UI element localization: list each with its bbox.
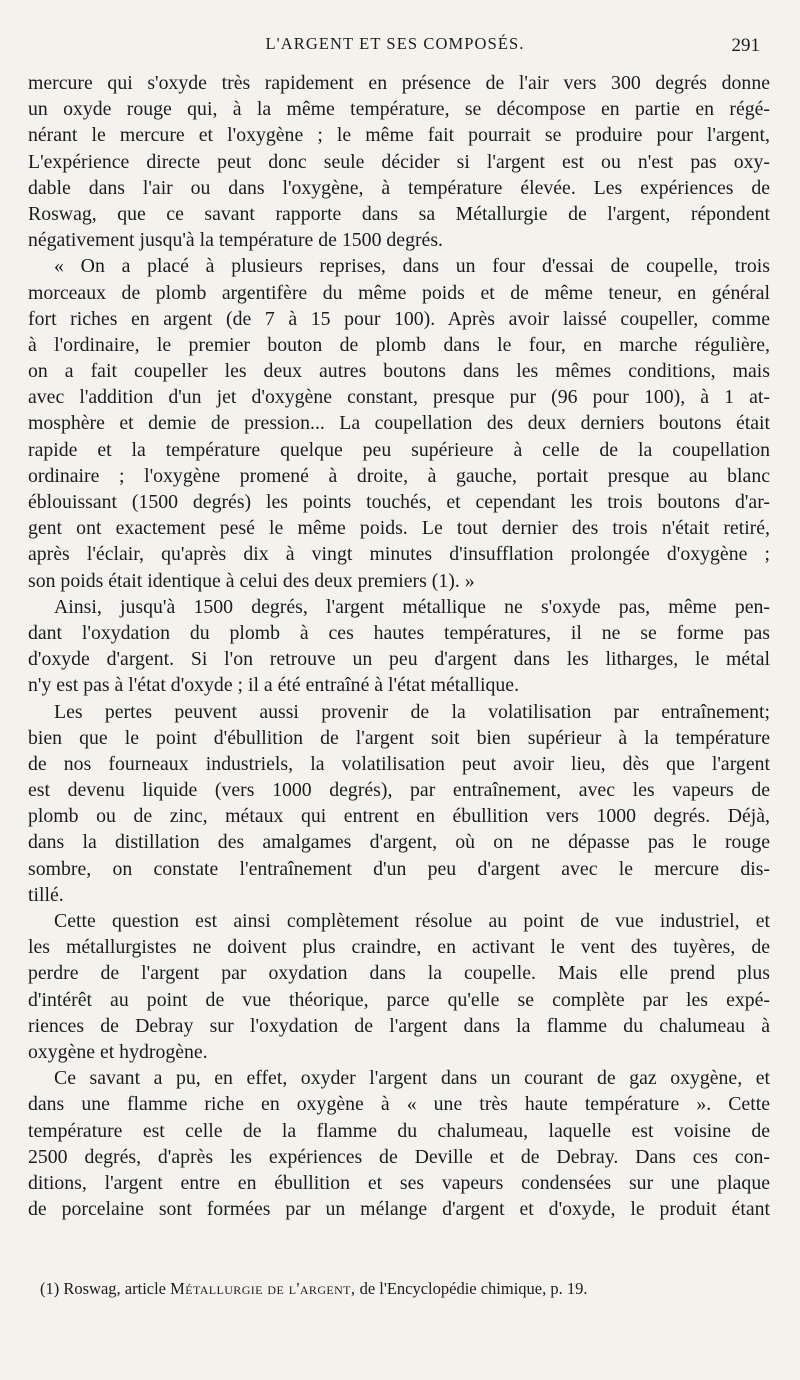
footnote — [40, 1278, 760, 1300]
text-line: négativement jusqu'à la température de 1500 degrés. — [28, 229, 443, 252]
running-head — [30, 34, 760, 60]
text-line: oxygène et hydrogène. — [28, 1040, 208, 1063]
text-line: plomb ou de zinc, métaux qui entrent en ébullition vers 1000 degrés. Déjà, — [28, 805, 770, 828]
text-line: 2500 degrés, d'après les expériences de Deville et de Debray. Dans ces con- — [28, 1145, 770, 1168]
text-line: on a fait coupeller les deux autres boutons dans les mêmes conditions, mais — [28, 360, 770, 383]
text-line: fort riches en argent (de 7 à 15 pour 100). Après avoir laissé coupeller, comme — [28, 307, 770, 330]
text-line: un oxyde rouge qui, à la même température, se décompose en partie en régé- — [28, 98, 770, 121]
text-line: gent ont exactement pesé le même poids. Le tout dernier des trois n'était retiré, — [28, 517, 770, 540]
text-line: mosphère et demie de pression... La coupellation des deux derniers boutons était — [28, 412, 770, 435]
footnote-marker: (1) — [40, 1279, 60, 1298]
text-line: rapide et la température quelque peu supérieure à celle de la coupellation — [28, 438, 770, 461]
text-line: son poids était identique à celui des deux premiers (1). » — [28, 569, 475, 592]
text-line: tillé. — [28, 883, 64, 906]
text-line: Cette question est ainsi complètement résolue au point de vue industriel, et — [54, 910, 770, 932]
text-line: dable dans l'air ou dans l'oxygène, à température élevée. Les expériences de — [28, 176, 770, 199]
text-line: dant l'oxydation du plomb à ces hautes températures, il ne se forme pas — [28, 621, 770, 644]
text-line: d'oxyde d'argent. Si l'on retrouve un peu d'argent dans les litharges, le métal — [28, 648, 770, 671]
footnote-title: Métallurgie de l'argent, — [170, 1279, 356, 1298]
text-line: température est celle de la flamme du chalumeau, laquelle est voisine de — [28, 1119, 770, 1142]
text-line: Ainsi, jusqu'à 1500 degrés, l'argent métallique ne s'oxyde pas, même pen- — [54, 595, 770, 618]
text-line: riences de Debray sur l'oxydation de l'argent dans la flamme du chalumeau à — [28, 1014, 770, 1037]
text-line: sombre, on constate l'entraînement d'un peu d'argent avec le mercure dis- — [28, 857, 770, 880]
text-line: est devenu liquide (vers 1000 degrés), par entraînement, avec les vapeurs de — [28, 779, 770, 802]
text-line: nérant le mercure et l'oxygène ; le même fait pourrait se produire pour l'argent, — [28, 124, 770, 147]
text-line: ordinaire ; l'oxygène promené à droite, à gauche, portait presque au blanc — [28, 464, 770, 487]
text-line: de nos fourneaux industriels, la volatilisation peut avoir lieu, dès que l'argent — [28, 752, 770, 775]
text-line: dans la distillation des amalgames d'argent, où on ne dépasse pas le rouge — [28, 831, 770, 854]
text-line: ditions, l'argent entre en ébullition et ses vapeurs condensées sur une plaque — [28, 1171, 770, 1194]
text-line: de porcelaine sont formées par un mélange d'argent et d'oxyde, le produit étant — [28, 1198, 770, 1221]
text-line: dans une flamme riche en oxygène à « une très haute température ». Cette — [28, 1093, 770, 1116]
text-line: perdre de l'argent par oxydation dans la coupelle. Mais elle prend plus — [28, 962, 770, 985]
text-line: morceaux de plomb argentifère du même poids et de même teneur, en général — [28, 281, 770, 304]
text-line: après l'éclair, qu'après dix à vingt minutes d'insufflation prolongée d'oxygène ; — [28, 543, 770, 566]
text-line: avec l'addition d'un jet d'oxygène constant, presque pur (96 pour 100), à 1 at- — [28, 386, 770, 409]
text-line: à l'ordinaire, le premier bouton de plomb dans le four, en marche régulière, — [28, 333, 770, 356]
footnote-author: Roswag, article — [63, 1279, 167, 1298]
body-text — [28, 70, 770, 1222]
page-number: 291 — [731, 35, 760, 56]
text-line: d'intérêt au point de vue théorique, parce qu'elle se complète par les expé- — [28, 988, 770, 1011]
text-line: « On a placé à plusieurs reprises, dans un four d'essai de coupelle, trois — [54, 255, 770, 278]
text-line: mercure qui s'oxyde très rapidement en présence de l'air vers 300 degrés donne — [28, 72, 770, 94]
text-line: Les pertes peuvent aussi provenir de la volatilisation par entraînement; — [54, 700, 770, 723]
text-line: Roswag, que ce savant rapporte dans sa Métallurgie de l'argent, répondent — [28, 202, 770, 225]
footnote-rest: de l'Encyclopédie chimique, p. 19. — [359, 1279, 588, 1298]
text-line: les métallurgistes ne doivent plus craindre, en activant le vent des tuyères, de — [28, 936, 770, 959]
text-line: L'expérience directe peut donc seule décider si l'argent est ou n'est pas oxy- — [28, 150, 770, 173]
text-line: Ce savant a pu, en effet, oxyder l'argent dans un courant de gaz oxygène, et — [54, 1067, 770, 1090]
text-line: bien que le point d'ébullition de l'argent soit bien supérieur à la température — [28, 726, 770, 749]
running-title: L'ARGENT ET SES COMPOSÉS. — [265, 34, 525, 53]
text-line: éblouissant (1500 degrés) les points touchés, et cependant les trois boutons d'ar- — [28, 491, 770, 513]
text-line: n'y est pas à l'état d'oxyde ; il a été entraîné à l'état métallique. — [28, 674, 520, 697]
